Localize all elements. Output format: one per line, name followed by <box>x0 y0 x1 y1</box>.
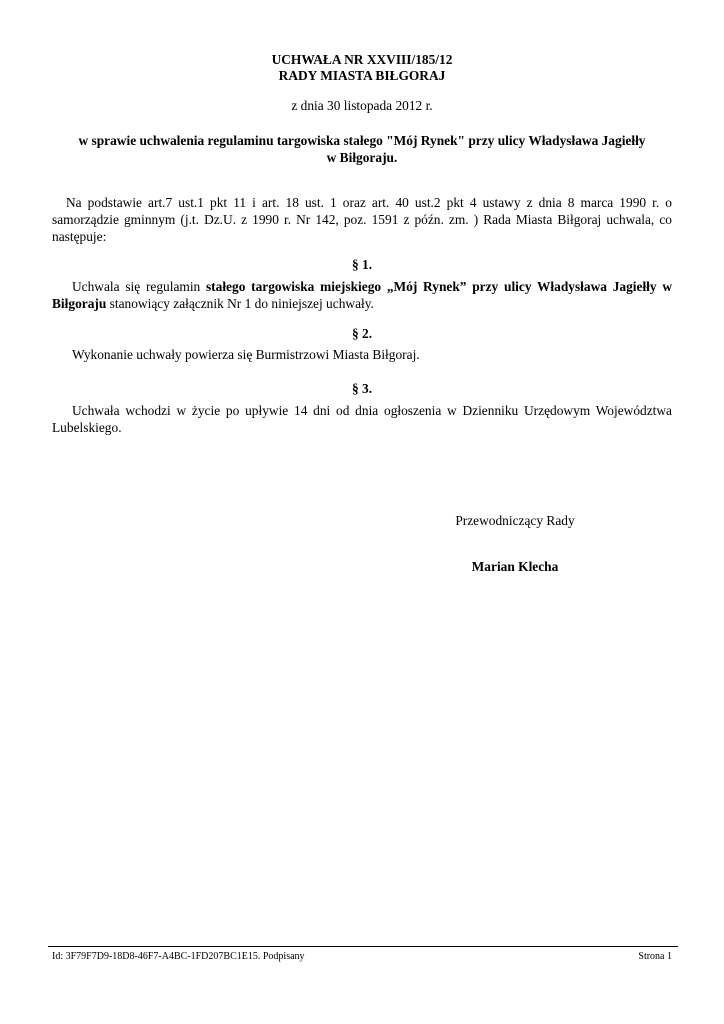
section-1-label: § 1. <box>351 257 373 272</box>
resolution-number: UCHWAŁA NR XXVIII/185/12 <box>271 52 453 67</box>
subject-line-2: w Biłgoraju. <box>326 150 398 165</box>
footer-page-number: Strona 1 <box>638 951 672 962</box>
section-1-text-after: stanowiący załącznik Nr 1 do niniejszej uchwały. <box>106 296 374 311</box>
signature-name: Marian Klecha <box>471 559 559 574</box>
section-2-label: § 2. <box>351 326 373 341</box>
resolution-date: z dnia 30 listopada 2012 r. <box>291 98 433 113</box>
signature-role: Przewodniczący Rady <box>455 513 575 528</box>
section-2-text: Wykonanie uchwały powierza się Burmistrzowi Miasta Biłgoraj. <box>72 347 420 362</box>
resolution-subject <box>60 132 664 166</box>
preamble: Na podstawie art.7 ust.1 pkt 11 i art. 18 ust. 1 oraz art. 40 ust.2 pkt 4 ustawy z dnia 8 marca 1990 r. o samorządzie gminnym (j.t. Dz.U. z 1990 r. Nr 142, poz. 1591 z późn. zm. ) Rada Miasta Biłgoraj uchwala, co następuje: <box>52 195 672 244</box>
section-1-text-before: Uchwala się regulamin <box>72 279 206 294</box>
section-1-text <box>52 278 672 312</box>
section-3-label: § 3. <box>351 381 373 396</box>
council-name: RADY MIASTA BIŁGORAJ <box>278 68 446 83</box>
footer-divider <box>48 946 678 947</box>
footer-document-id: Id: 3F79F7D9-18D8-46F7-A4BC-1FD207BC1E15. Podpisany <box>52 951 305 962</box>
section-3-text: Uchwała wchodzi w życie po upływie 14 dni od dnia ogłoszenia w Dzienniku Urzędowym Województwa Lubelskiego. <box>52 403 672 435</box>
section-1-text-bold: stałego targowiska miejskiego „Mój Rynek” przy ulicy Władysława Jagiełły w Biłgoraju <box>52 279 672 311</box>
subject-line-1: w sprawie uchwalenia regulaminu targowiska stałego "Mój Rynek" przy ulicy Władysława Jagiełły <box>78 133 646 148</box>
